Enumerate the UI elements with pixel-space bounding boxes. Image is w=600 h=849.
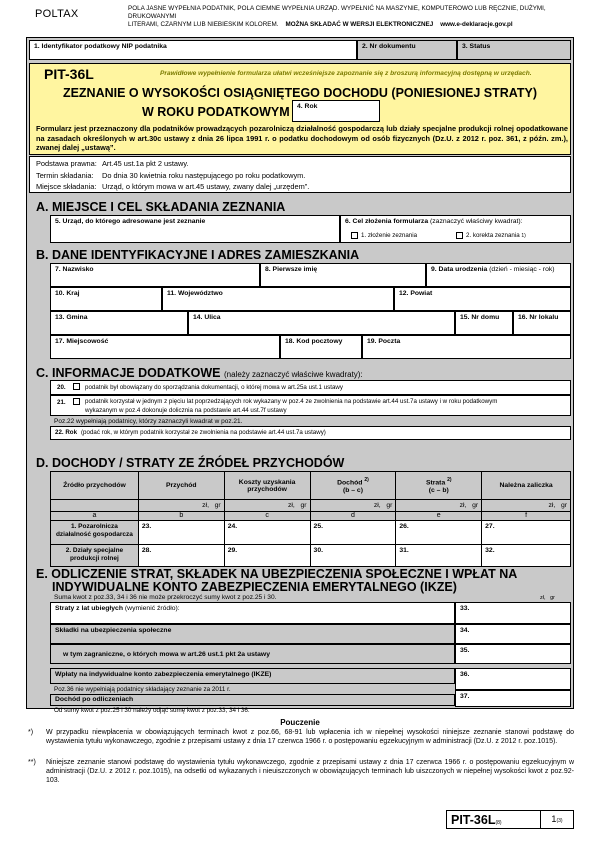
footnote-mark: 1) — [521, 232, 526, 239]
note-36: Poz.36 nie wypełniają podatnicy składający zeznanie za 2011 r. — [54, 686, 231, 693]
field-30[interactable]: 30. — [310, 545, 396, 567]
col-header-advance: Należna zaliczka — [482, 472, 571, 500]
post-office-label: 19. Poczta — [367, 338, 401, 345]
basis-key-3: Miejsce składania: — [36, 182, 97, 191]
section-d-title: D. DOCHODY / STRATY ZE ŹRÓDEŁ PRZYCHODÓW — [36, 456, 345, 470]
row-35 — [50, 644, 455, 664]
note-37: Od sumy kwot z poz.25 i 30 należy odjąć sumę kwot z poz.33, 34 i 36. — [54, 707, 250, 714]
gr-label: gr — [472, 502, 479, 509]
section-c-heading: C. INFORMACJE DODATKOWE — [36, 366, 221, 380]
birth-date-field[interactable] — [426, 263, 571, 287]
info-22-note-text: (podać rok, w którym podatnik korzystał ze zwolnienia na podstawie art.44 ust.7a ustawy) — [81, 429, 326, 436]
col-index: d — [310, 512, 396, 521]
cents-label — [224, 500, 310, 512]
checkbox-21[interactable] — [73, 398, 80, 405]
row-label-agri: 2. Działy specjalne produkcji rolnej — [51, 545, 139, 567]
surname-field[interactable] — [50, 263, 260, 287]
footer-code — [447, 811, 541, 828]
section-e-title — [36, 568, 517, 594]
row-33[interactable] — [50, 602, 455, 624]
instruction-1-text: W przypadku niewpłacenia w obowiązujących terminach kwot z poz.66, 68-91 lub wpłacenia ich w niepełnej wysokości niniejsze zeznanie stanowi podstawę do wystawienia tytułu wykonawczego, zgodnie z przepisami ustawy z dnia 17 czerwca 1966 r. o postępowaniu egzekucyjnym w administracji (Dz.U. z 2012 r. poz.1015). — [46, 729, 574, 745]
form-description: Formularz jest przeznaczony dla podatników prowadzących pozarolniczą działalność gospodarczą lub działy specjalne produkcji rolnej opodatkowane na zasadach określonych w art.30c ustawy z dnia 26 lipca 1991 r. o podatku dochodowym od osób fizycznych (Dz.U. z 2012 r. poz. 361, z późn. zm.), zwanej dalej „ustawą”. — [36, 124, 568, 152]
municipality-field[interactable] — [50, 311, 188, 335]
field-28[interactable]: 28. — [138, 545, 224, 567]
info-20-number: 20. — [57, 384, 66, 391]
income-sub: (b – c) — [342, 486, 363, 494]
city-label: 17. Miejscowość — [55, 338, 109, 345]
field-25[interactable]: 25. — [310, 521, 396, 545]
postal-code-field[interactable] — [280, 335, 362, 359]
info-21-text-a: podatnik korzystał w jednym z pięciu lat poprzedzających rok wykazany w poz.4 ze zwolnienia na podstawie art.44 ust.7a ustawy i w roku podatkowym — [85, 398, 498, 405]
voivodeship-field[interactable] — [162, 287, 394, 311]
basis-value-1: Art.45 ust.1a pkt 2 ustawy. — [102, 159, 189, 168]
instruction-2-text: Niniejsze zeznanie stanowi podstawę do wystawienia tytułu wykonawczego, zgodnie z przepisami ustawy z dnia 17 czerwca 1966 r. o postępowaniu egzekucyjnym w administracji (Dz.U. z 2012 r. poz.1015), na odsetki od wykazanych i nieuiszczonych w obowiązujących terminach lub uiszczonych w niepełnej wysokości kwot z poz.92-103. — [46, 759, 574, 784]
loss-sub: (c – b) — [428, 486, 449, 494]
info-21[interactable] — [50, 395, 571, 416]
purpose-note: (zaznaczyć właściwy kwadrat): — [430, 218, 523, 225]
info-22-note: Poz.22 wypełniają podatnicy, którzy zaznaczyli kwadrat w poz.21. — [54, 418, 243, 425]
instruction-2 — [28, 758, 574, 785]
num-37: 37. — [460, 693, 470, 700]
cents-label — [396, 500, 482, 512]
county-field[interactable] — [394, 287, 571, 311]
legal-basis — [29, 156, 571, 193]
form-code: PIT-36L — [44, 66, 94, 82]
num-33: 33. — [460, 605, 470, 612]
first-name-field[interactable] — [260, 263, 426, 287]
house-number-label: 15. Nr domu — [460, 314, 500, 321]
nip-label: 1. Identyfikator podatkowy NIP podatnika — [34, 43, 167, 50]
gr-label: gr — [300, 502, 307, 509]
instructions-title: Pouczenie — [280, 718, 320, 727]
first-name-label: 8. Pierwsze imię — [265, 266, 318, 273]
voivodeship-label: 11. Województwo — [167, 290, 223, 297]
city-field[interactable] — [50, 335, 280, 359]
note-line-2b: MOŻNA SKŁADAĆ W WERSJI ELEKTRONICZNEJ — [285, 21, 434, 28]
field-32[interactable]: 32. — [482, 545, 571, 567]
field-34[interactable] — [455, 624, 571, 644]
income-sup: 2) — [364, 477, 369, 484]
col-index: c — [224, 512, 310, 521]
status-field — [457, 40, 571, 60]
income-title: Dochód — [337, 479, 363, 487]
mark-2: **) — [28, 759, 36, 766]
section-e-sub: Suma kwot z poz.33, 34 i 36 nie może przekroczyć sumy kwot z poz.25 i 30. — [54, 594, 277, 601]
note-line-1: POLA JASNE WYPEŁNIA PODATNIK, POLA CIEMNE WYPEŁNIA URZĄD. WYPEŁNIĆ NA MASZYNIE, KOMPUTEROWO LUB RĘCZNIE, DUŻYMI, DRUKOWANYMI — [128, 5, 546, 20]
field-24[interactable]: 24. — [224, 521, 310, 545]
country-field[interactable] — [50, 287, 162, 311]
label-37: Dochód po odliczeniach — [55, 696, 134, 703]
field-37[interactable] — [455, 690, 571, 707]
field-27[interactable]: 27. — [482, 521, 571, 545]
brand-logo: POLTAX — [35, 8, 79, 20]
fill-instructions — [128, 5, 573, 29]
field-36[interactable] — [455, 668, 571, 690]
info-22-label: 22. Rok — [55, 429, 78, 436]
table-row — [51, 545, 571, 567]
section-b-title: B. DANE IDENTYFIKACYJNE I ADRES ZAMIESZKANIA — [36, 248, 360, 262]
page-number — [541, 811, 573, 828]
option-correction[interactable] — [456, 232, 526, 239]
row-label-business: 1. Pozarolnicza działalność gospodarcza — [51, 521, 139, 545]
note-line-2a: LITERAMI, CZARNYM LUB NIEBIESKIM KOLOREM. — [128, 21, 279, 28]
tax-office-field[interactable] — [50, 215, 340, 243]
tax-office-label: 5. Urząd, do którego adresowane jest zeznanie — [55, 218, 206, 225]
section-e-title-1: E. ODLICZENIE STRAT, SKŁADEK NA UBEZPIECZENIA SPOŁECZNE I WPŁAT NA — [36, 567, 518, 581]
nip-field[interactable] — [29, 40, 357, 60]
doc-number-label: 2. Nr dokumentu — [362, 43, 416, 50]
field-23[interactable]: 23. — [138, 521, 224, 545]
field-35[interactable] — [455, 644, 571, 664]
street-label: 14. Ulica — [193, 314, 221, 321]
gr-label: gr — [560, 502, 567, 509]
year-field[interactable] — [292, 100, 380, 122]
option-submit-label: 1. złożenie zeznania — [361, 232, 418, 239]
field-26[interactable]: 26. — [396, 521, 482, 545]
zl-label: zł, — [548, 502, 556, 509]
zl-label: zł, — [459, 502, 467, 509]
label-34: Składki na ubezpieczenia społeczne — [55, 627, 172, 634]
form-code-box — [446, 810, 574, 829]
loss-title: Strata — [425, 479, 446, 487]
zl-label: zł, — [202, 502, 209, 509]
section-e-cents — [540, 595, 555, 601]
flat-number-field[interactable] — [513, 311, 571, 335]
page-total: (3) — [556, 818, 563, 824]
field-31[interactable]: 31. — [396, 545, 482, 567]
doc-number-field — [357, 40, 457, 60]
cents-label — [310, 500, 396, 512]
gr-label: gr — [214, 502, 221, 509]
label-35: w tym zagraniczne, o których mowa w art.26 ust.1 pkt 2a ustawy — [63, 651, 270, 658]
zl-label: zł, — [373, 502, 381, 509]
gr-label: gr — [550, 595, 555, 601]
section-c-title — [36, 366, 363, 380]
surname-label: 7. Nazwisko — [55, 266, 94, 273]
row-36 — [50, 668, 455, 684]
checkbox-20[interactable] — [73, 383, 80, 390]
num-36: 36. — [460, 671, 470, 678]
info-20-text: podatnik był obowiązany do sporządzania dokumentacji, o której mowa w art.25a ust.1 ustawy — [85, 384, 343, 391]
row-37 — [50, 694, 455, 706]
cents-blank — [51, 500, 139, 512]
basis-value-2: Do dnia 30 kwietnia roku następującego po roku podatkowym. — [102, 170, 306, 180]
field-29[interactable]: 29. — [224, 545, 310, 567]
income-table — [50, 471, 571, 567]
basis-value-3: Urząd, o którym mowa w art.45 ustawy, zwany dalej „urzędem”. — [102, 182, 310, 191]
form-title-2: W ROKU PODATKOWYM — [142, 105, 290, 119]
purpose-label: 6. Cel złożenia formularza — [345, 218, 429, 225]
option-submit[interactable] — [351, 232, 417, 239]
purpose-field — [340, 215, 571, 243]
cents-label — [138, 500, 224, 512]
status-label: 3. Status — [462, 43, 491, 50]
basis-key-1: Podstawa prawna: — [36, 159, 97, 168]
col-header-loss — [396, 472, 482, 500]
checkbox-submit[interactable] — [351, 232, 358, 239]
basis-key-2: Termin składania: — [36, 170, 94, 180]
row-34 — [50, 624, 455, 644]
cents-label — [482, 500, 571, 512]
num-34: 34. — [460, 627, 470, 634]
loss-sup: 2) — [447, 477, 452, 484]
form-hint: Prawidłowe wypełnienie formularza ułatwi wcześniejsze zapoznanie się z broszurą informacyjną dostępną w urzędach. — [160, 70, 532, 77]
country-label: 10. Kraj — [55, 290, 80, 297]
info-21-number: 21. — [57, 399, 66, 406]
municipality-label: 13. Gmina — [55, 314, 88, 321]
table-row — [51, 521, 571, 545]
label-33: Straty z lat ubiegłych — [55, 605, 123, 612]
field-33[interactable] — [455, 602, 571, 624]
info-22-field[interactable] — [50, 426, 571, 440]
num-35: 35. — [460, 647, 470, 654]
house-number-field[interactable] — [455, 311, 513, 335]
gr-label: gr — [386, 502, 393, 509]
zl-label: zł, — [540, 595, 546, 601]
col-header-source: Źródło przychodów — [51, 472, 139, 500]
form-title-1: ZEZNANIE O WYSOKOŚCI OSIĄGNIĘTEGO DOCHODU (PONIESIONEJ STRATY) — [62, 86, 538, 100]
street-field[interactable] — [188, 311, 455, 335]
col-header-income — [310, 472, 396, 500]
col-index: e — [396, 512, 482, 521]
option-correction-label: 2. korekta zeznania — [466, 232, 520, 239]
label-36: Wpłaty na indywidualne konto zabezpieczenia emerytalnego (IKZE) — [55, 671, 272, 678]
zl-label: zł, — [288, 502, 295, 509]
col-index: b — [138, 512, 224, 521]
col-index: f — [482, 512, 571, 521]
footer-code-text: PIT-36L — [451, 813, 496, 827]
page-current: 1 — [551, 814, 557, 824]
footer-version: (8) — [495, 820, 502, 826]
col-header-revenue: Przychód — [138, 472, 224, 500]
birth-date-note: (dzień - miesiąc - rok) — [489, 266, 555, 273]
county-label: 12. Powiat — [399, 290, 433, 297]
postal-code-label: 18. Kod pocztowy — [285, 338, 343, 345]
note-33: (wymienić źródło): — [124, 605, 180, 612]
flat-number-label: 16. Nr lokalu — [518, 314, 559, 321]
post-office-field[interactable] — [362, 335, 571, 359]
note-line-2c: www.e-deklaracje.gov.pl — [440, 21, 513, 28]
info-20[interactable] — [50, 380, 571, 395]
section-a-title: A. MIEJSCE I CEL SKŁADANIA ZEZNANIA — [36, 200, 286, 214]
section-e-title-2: INDYWIDUALNE KONTO ZABEZPIECZENIA EMERYTALNEGO (IKZE) — [52, 580, 457, 594]
birth-date-label: 9. Data urodzenia — [431, 266, 488, 273]
year-label: 4. Rok — [297, 103, 318, 110]
instruction-1 — [28, 728, 574, 746]
info-21-text-b: wykazanym w poz.4 dokonuje dolicznia na podstawie art.44 ust.7f ustawy — [85, 407, 287, 414]
checkbox-correction[interactable] — [456, 232, 463, 239]
section-c-note: (należy zaznaczyć właściwe kwadraty): — [223, 370, 363, 379]
col-index: a — [51, 512, 139, 521]
mark-1: *) — [28, 729, 34, 736]
col-header-costs: Koszty uzyskania przychodów — [224, 472, 310, 500]
